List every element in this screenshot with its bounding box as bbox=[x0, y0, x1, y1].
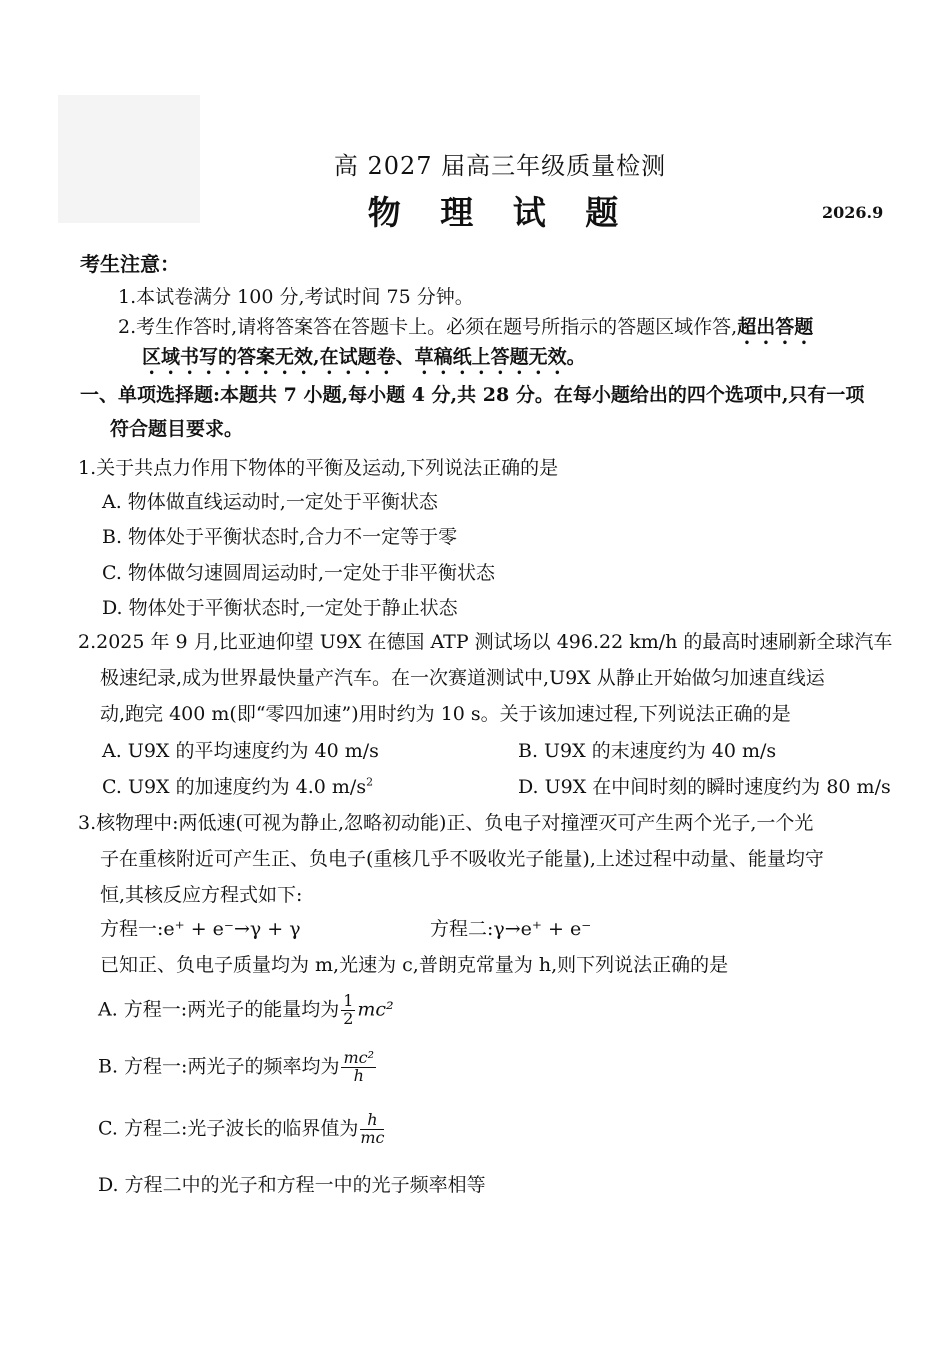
notice-heading: 考生注意： bbox=[80, 252, 180, 276]
exam-title: 高 2027 届高三年级质量检测 bbox=[333, 152, 667, 180]
exam-date: 2026.9 bbox=[822, 203, 884, 222]
section-1-heading-cont: 符合题目要求。 bbox=[110, 418, 244, 440]
q3-option-d: D. 方程二中的光子和方程一中的光子频率相等 bbox=[98, 1174, 486, 1196]
q3-option-a bbox=[98, 993, 394, 1028]
q1-option-d: D. 物体处于平衡状态时,一定处于静止状态 bbox=[102, 597, 458, 619]
notice-item-2-text: 2.考生作答时,请将答案答在答题卡上。必须在题号所指示的答题区域作答, bbox=[118, 316, 738, 338]
subject-title: 物 理 试 题 bbox=[367, 193, 633, 232]
q1-option-a: A. 物体做直线运动时,一定处于平衡状态 bbox=[102, 491, 438, 513]
q1-stem: 1.关于共点力作用下物体的平衡及运动,下列说法正确的是 bbox=[78, 457, 559, 479]
q3-option-b bbox=[98, 1050, 378, 1085]
q3-option-c-text: C. 方程二:光子波长的临界值为 bbox=[98, 1117, 359, 1140]
q2-option-c bbox=[102, 772, 373, 799]
q1-option-c: C. 物体做匀速圆周运动时,一定处于非平衡状态 bbox=[102, 562, 495, 584]
fraction-denominator: h bbox=[353, 1065, 364, 1085]
q2-stem-line1: 2.2025 年 9 月,比亚迪仰望 U9X 在德国 ATP 测试场以 496.22 km/h 的最高时速刷新全球汽车 bbox=[78, 631, 893, 653]
fraction-numerator: 1 bbox=[343, 991, 354, 1010]
q3-equation-2: 方程二:γ→e⁺ + e⁻ bbox=[430, 918, 592, 940]
q2-stem-line3: 动,跑完 400 m(即“零四加速”)用时约为 10 s。关于该加速过程,下列说法正确的是 bbox=[100, 703, 791, 725]
fraction-numerator: mc² bbox=[343, 1048, 374, 1067]
q3-stem-line2: 子在重核附近可产生正、负电子(重核几乎不吸收光子能量),上述过程中动量、能量均守 bbox=[100, 848, 824, 870]
q3-stem-line1: 3.核物理中:两低速(可视为静止,忽略初动能)正、负电子对撞湮灭可产生两个光子,一个光 bbox=[78, 812, 814, 834]
notice-item-1: 1.本试卷满分 100 分,考试时间 75 分钟。 bbox=[118, 286, 474, 308]
fraction bbox=[360, 1112, 384, 1147]
q3-stem-line4: 已知正、负电子质量均为 m,光速为 c,普朗克常量为 h,则下列说法正确的是 bbox=[100, 954, 729, 976]
q3-option-b-text: B. 方程一:两光子的频率均为 bbox=[98, 1055, 340, 1078]
q2-option-c-text: C. U9X 的加速度约为 4.0 m/s bbox=[102, 776, 367, 798]
notice-item-2-emphasis: 超出答题 bbox=[737, 316, 814, 338]
fraction bbox=[341, 1050, 376, 1085]
q1-option-b: B. 物体处于平衡状态时,合力不一定等于零 bbox=[102, 526, 458, 548]
q3-option-a-tail: mc² bbox=[357, 998, 394, 1021]
notice-item-2-continued: 区域书写的答案无效,在试题卷、草稿纸上答题无效。 bbox=[142, 346, 586, 368]
fraction bbox=[341, 993, 355, 1028]
q2-option-d: D. U9X 在中间时刻的瞬时速度约为 80 m/s bbox=[518, 776, 891, 798]
fraction-denominator: mc bbox=[360, 1127, 385, 1147]
q2-option-a: A. U9X 的平均速度约为 40 m/s bbox=[102, 740, 379, 762]
q3-equation-1: 方程一:e⁺ + e⁻→γ + γ bbox=[100, 918, 301, 940]
fraction-denominator: 2 bbox=[343, 1008, 354, 1028]
q3-option-a-text: A. 方程一:两光子的能量均为 bbox=[98, 998, 340, 1021]
q2-stem-line2: 极速纪录,成为世界最快量产汽车。在一次赛道测试中,U9X 从静止开始做匀加速直线运 bbox=[100, 667, 825, 689]
q2-option-c-exponent: 2 bbox=[366, 775, 374, 789]
section-1-heading: 一、单项选择题:本题共 7 小题,每小题 4 分,共 28 分。在每小题给出的四个选项中,只有一项 bbox=[80, 384, 865, 406]
q3-option-c bbox=[98, 1112, 386, 1147]
q2-option-b: B. U9X 的末速度约为 40 m/s bbox=[518, 740, 777, 762]
q3-stem-line3: 恒,其核反应方程式如下: bbox=[100, 884, 303, 906]
fraction-numerator: h bbox=[360, 1112, 384, 1130]
